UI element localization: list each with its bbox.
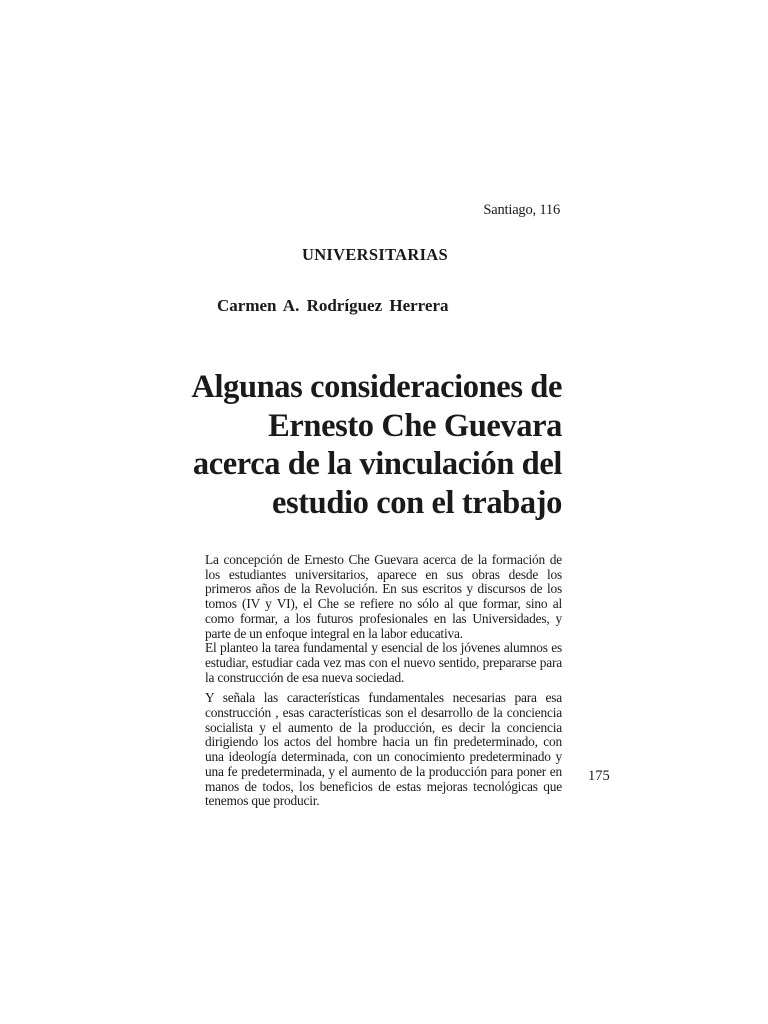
running-header: Santiago, 116 <box>483 202 560 218</box>
body-paragraph: La concepción de Ernesto Che Guevara acerca de la formación de los estudiantes universitarios, aparece en sus obras desde los primeros años de la Revolución. En sus escritos y discursos de los tomos (IV y VI), el Che se refiere no sólo al que formar, sino al como formar, a los futuros profesionales en las Universidades, y parte de un enfoque integral en la labor educativa. <box>205 552 562 641</box>
article-title <box>180 368 562 522</box>
page-number: 175 <box>588 768 610 784</box>
author-name: Carmen A. Rodríguez Herrera <box>217 296 449 315</box>
title-line: estudio con el trabajo <box>271 484 562 521</box>
body-paragraph: El planteo la tarea fundamental y esencial de los jóvenes alumnos es estudiar, estudiar cada vez mas con el nuevo sentido, prepararse para la construcción de esa nueva sociedad. <box>205 640 562 685</box>
title-line: Algunas consideraciones de <box>191 369 562 405</box>
title-line: acerca de la vinculación del <box>192 446 562 482</box>
section-heading: UNIVERSITARIAS <box>301 245 448 264</box>
title-line: Ernesto Che Guevara <box>268 407 562 444</box>
article-body <box>205 553 562 809</box>
body-paragraph: Y señala las características fundamentales necesarias para esa construcción , esas características son el desarrollo de la conciencia socialista y el aumento de la producción, es decir la conciencia dirigiendo los actos del hombre hacia un fin predeterminado, con una ideología determinada, con un conocimiento predeterminado y una fe predeterminada, y el aumento de la producción para poner en manos de todos, los beneficios de estas mejoras tecnológicas que tenemos que producir. <box>205 690 562 809</box>
